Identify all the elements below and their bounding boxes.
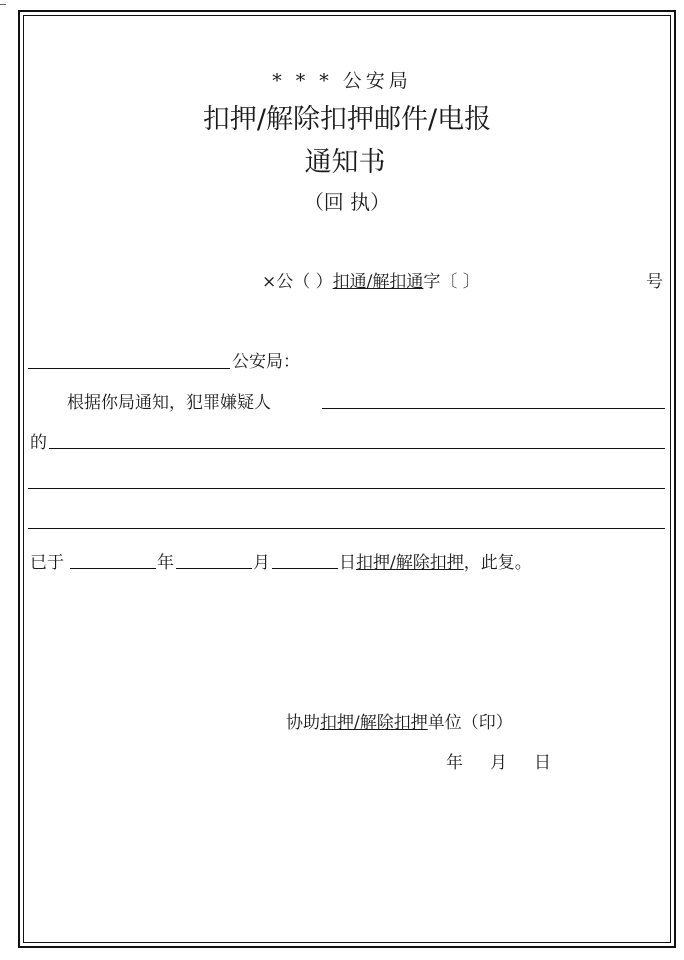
item-blank-1 bbox=[49, 448, 665, 449]
body-de: 的 bbox=[30, 433, 47, 453]
day-blank bbox=[272, 568, 338, 569]
month-blank bbox=[176, 568, 252, 569]
receipt-label: （回 执） bbox=[303, 190, 391, 214]
issuing-organization: * * * 公安局 bbox=[272, 70, 412, 92]
signature-action: 扣押/解除扣押 bbox=[320, 713, 428, 733]
doc-number-type: 扣通/解扣通 bbox=[332, 272, 424, 292]
body-closing: ，此复。 bbox=[463, 553, 532, 573]
corner-mark bbox=[0, 4, 6, 5]
doc-number-zi: 字〔 〕 bbox=[423, 272, 480, 292]
body-yiyu: 已于 bbox=[30, 553, 64, 573]
body-day: 日 bbox=[339, 553, 356, 573]
addressee-blank bbox=[28, 368, 230, 369]
doc-number-suffix: 号 bbox=[646, 272, 663, 292]
item-blank-3 bbox=[28, 528, 665, 529]
body-day-action bbox=[339, 548, 532, 573]
suspect-name-blank bbox=[322, 408, 665, 409]
document-title: 扣押/解除扣押邮件/电报 bbox=[202, 104, 492, 135]
addressee-suffix: 公安局： bbox=[232, 352, 300, 372]
signature-unit bbox=[286, 708, 513, 733]
document-number bbox=[262, 267, 663, 292]
body-line1: 根据你局通知，犯罪嫌疑人 bbox=[67, 393, 271, 413]
doc-number-prefix: ×公（ ） bbox=[262, 272, 333, 292]
signature-prefix: 协助 bbox=[286, 713, 320, 733]
body-action: 扣押/解除扣押 bbox=[356, 553, 464, 573]
item-blank-2 bbox=[28, 488, 665, 489]
year-blank bbox=[70, 568, 156, 569]
signature-date: 年 月 日 bbox=[446, 753, 552, 773]
body-year: 年 bbox=[157, 553, 174, 573]
signature-suffix: 单位（印） bbox=[427, 713, 513, 733]
body-month: 月 bbox=[253, 553, 270, 573]
document-title-line2: 通知书 bbox=[304, 147, 386, 178]
